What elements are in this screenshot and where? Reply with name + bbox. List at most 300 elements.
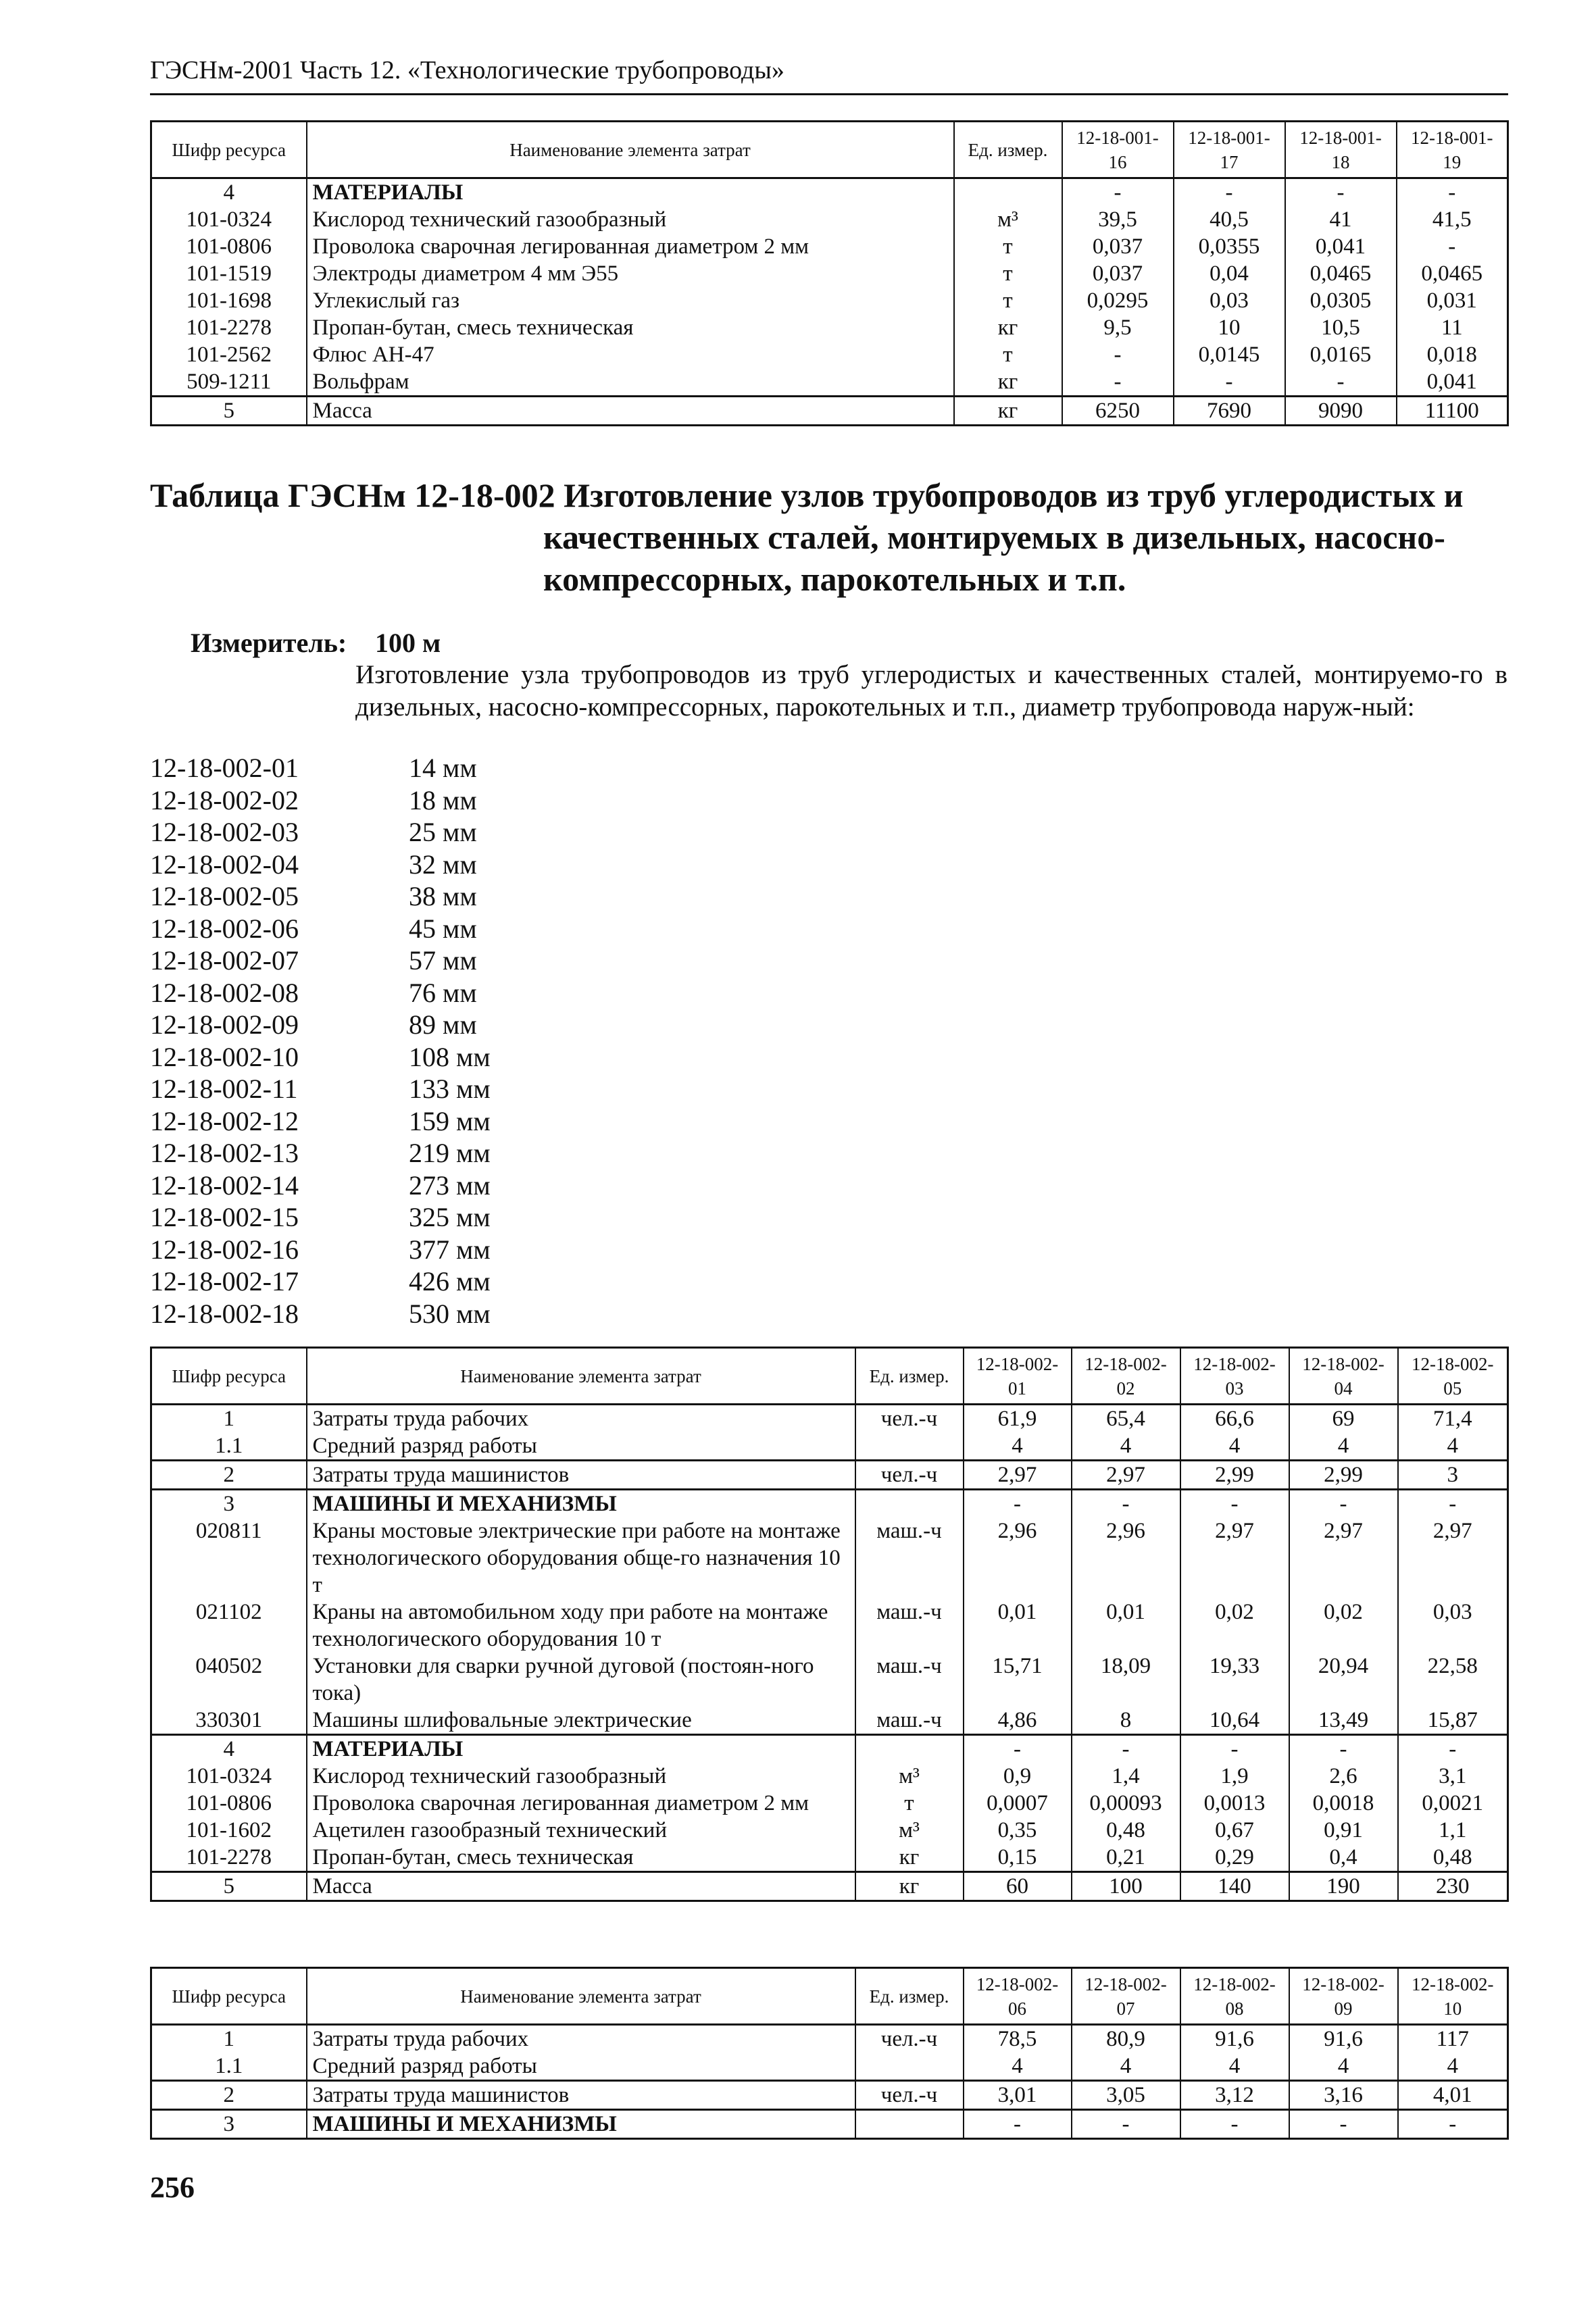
value: - [1062,178,1174,207]
value: 0,35 [964,1817,1072,1844]
item-diameter: 325 мм [409,1202,491,1232]
column-header: Наименование элемента затрат [307,1348,855,1405]
value: 2,99 [1180,1461,1289,1490]
value: 2,96 [964,1517,1072,1599]
item-diameter: 45 мм [409,913,477,944]
item-row [150,1073,758,1105]
value: 1,4 [1072,1763,1180,1790]
value: 117 [1398,2025,1508,2053]
value: 0,0355 [1174,233,1285,260]
item-row [150,1009,758,1041]
value: - [1398,1735,1508,1763]
resource-code: 040502 [151,1653,307,1707]
item-row [150,945,758,977]
item-code: 12-18-002-16 [150,1234,299,1265]
value: 9,5 [1062,314,1174,341]
unit: т [855,1790,964,1817]
value: 0,0021 [1398,1790,1508,1817]
column-header: 12-18-002-08 [1180,1968,1289,2025]
column-header: Наименование элемента затрат [307,122,954,178]
resource-code: 4 [151,178,307,207]
column-header: Шифр ресурса [151,122,307,178]
value: - [1289,1735,1398,1763]
value: 0,0013 [1180,1790,1289,1817]
item-code: 12-18-002-06 [150,913,299,944]
value: - [1289,2110,1398,2139]
value: 0,67 [1180,1817,1289,1844]
cost-element-name: Затраты труда машинистов [307,1461,855,1490]
unit: кг [855,1844,964,1872]
value: 4,01 [1398,2081,1508,2110]
title-line: Таблица ГЭСНм 12-18-002 Изготовление узлов трубопроводов из труб углеродистых и [150,476,1464,514]
resource-code: 330301 [151,1707,307,1735]
table-row [151,233,1508,260]
resource-code: 020811 [151,1517,307,1599]
resource-code: 5 [151,1872,307,1901]
resource-code: 1.1 [151,1432,307,1461]
item-row [150,1105,758,1138]
unit: т [954,287,1062,314]
value: 0,48 [1398,1844,1508,1872]
item-code: 12-18-002-17 [150,1266,299,1297]
value: 100 [1072,1872,1180,1901]
item-row [150,913,758,945]
item-code: 12-18-002-05 [150,881,299,911]
cost-element-name: Проволока сварочная легированная диаметром 2 мм [307,1790,855,1817]
value: 0,02 [1180,1599,1289,1653]
value: - [1072,2110,1180,2139]
item-code: 12-18-002-03 [150,817,299,847]
item-code: 12-18-002-10 [150,1041,299,1072]
unit: маш.-ч [855,1707,964,1735]
unit [855,1735,964,1763]
table-row [151,397,1508,426]
item-row [150,849,758,881]
item-diameter: 133 мм [409,1074,491,1104]
column-header: Ед. измер. [855,1968,964,2025]
value: 0,9 [964,1763,1072,1790]
value: 0,4 [1289,1844,1398,1872]
resource-table-002-a [150,1347,1509,1902]
column-header: 12-18-001-16 [1062,122,1174,178]
column-header: Шифр ресурса [151,1968,307,2025]
value: 15,71 [964,1653,1072,1707]
cost-element-name: Средний разряд работы [307,1432,855,1461]
value: 2,97 [964,1461,1072,1490]
table-row [151,1707,1508,1735]
value: 7690 [1174,397,1285,426]
value: 41 [1285,206,1397,233]
value: - [1180,2110,1289,2139]
value: - [1397,178,1508,207]
value: 66,6 [1180,1405,1289,1433]
item-row [150,752,758,784]
value: 10,64 [1180,1707,1289,1735]
table-row [151,1763,1508,1790]
resource-code: 101-1602 [151,1817,307,1844]
title-line: качественных сталей, монтируемых в дизельных, насосно- [543,518,1445,556]
table-row [151,314,1508,341]
value: 4 [1289,1432,1398,1461]
value: - [1398,2110,1508,2139]
value: 41,5 [1397,206,1508,233]
item-code: 12-18-002-11 [150,1074,298,1104]
meter-value: 100 м [375,628,441,658]
value: 2,96 [1072,1517,1180,1599]
unit [855,1490,964,1518]
value: 3,16 [1289,2081,1398,2110]
unit: кг [954,397,1062,426]
value: 39,5 [1062,206,1174,233]
unit: т [954,233,1062,260]
resource-code: 101-2278 [151,1844,307,1872]
value: 0,21 [1072,1844,1180,1872]
column-header: 12-18-001-19 [1397,122,1508,178]
header-rule [150,93,1508,95]
cost-element-name: МАШИНЫ И МЕХАНИЗМЫ [307,2110,855,2139]
unit: м³ [954,206,1062,233]
value: - [1174,178,1285,207]
value: 230 [1398,1872,1508,1901]
resource-code: 101-0806 [151,1790,307,1817]
resource-code: 101-0324 [151,1763,307,1790]
unit: маш.-ч [855,1599,964,1653]
unit [855,2110,964,2139]
work-description: Изготовление узла трубопроводов из труб углеродистых и качественных сталей, монтируемо-го в дизельных, насосно-компрессорных, парокотельных и т.п., диаметр трубопровода наруж-ный: [355,660,1507,722]
value: 19,33 [1180,1653,1289,1707]
table-row [151,341,1508,368]
value: 0,03 [1398,1599,1508,1653]
value: - [964,1735,1072,1763]
cost-element-name: Затраты труда машинистов [307,2081,855,2110]
table-header-row [151,1968,1508,2025]
value: 0,0007 [964,1790,1072,1817]
value: 69 [1289,1405,1398,1433]
column-header: 12-18-002-10 [1398,1968,1508,2025]
table-row [151,1432,1508,1461]
value: - [1398,1490,1508,1518]
value: 18,09 [1072,1653,1180,1707]
value: 2,99 [1289,1461,1398,1490]
value: 0,0145 [1174,341,1285,368]
cost-element-name: Краны мостовые электрические при работе на монтаже технологического оборудования обще-го назначения 10 т [307,1517,855,1599]
value: 4 [1289,2053,1398,2081]
item-diameter: 18 мм [409,784,477,815]
cost-element-name: Кислород технический газообразный [307,1763,855,1790]
item-diameter: 108 мм [409,1041,491,1072]
resource-code: 4 [151,1735,307,1763]
cost-element-name: Масса [307,397,954,426]
value: 1,9 [1180,1763,1289,1790]
item-row [150,1137,758,1169]
value: - [1289,1490,1398,1518]
cost-element-name: Затраты труда рабочих [307,1405,855,1433]
value: - [964,1490,1072,1518]
resource-code: 1.1 [151,2053,307,2081]
cost-element-name: МАШИНЫ И МЕХАНИЗМЫ [307,1490,855,1518]
column-header: 12-18-002-03 [1180,1348,1289,1405]
value: - [1180,1490,1289,1518]
value: - [1174,368,1285,397]
table-row [151,1461,1508,1490]
value: 0,0305 [1285,287,1397,314]
value: 0,041 [1397,368,1508,397]
table-row [151,1599,1508,1653]
item-diameter: 273 мм [409,1169,491,1201]
value: 2,6 [1289,1763,1398,1790]
cost-element-name: МАТЕРИАЛЫ [307,1735,855,1763]
cost-element-name: Ацетилен газообразный технический [307,1817,855,1844]
cost-element-name: Затраты труда рабочих [307,2025,855,2053]
table-row [151,1817,1508,1844]
cost-element-name: Вольфрам [307,368,954,397]
cost-element-name: Установки для сварки ручной дуговой (постоян-ного тока) [307,1653,855,1707]
item-diameter: 219 мм [409,1138,491,1168]
value: 91,6 [1180,2025,1289,2053]
value: 0,041 [1285,233,1397,260]
value: 9090 [1285,397,1397,426]
value: 0,91 [1289,1817,1398,1844]
table-row [151,1490,1508,1518]
value: 0,0295 [1062,287,1174,314]
value: 0,0465 [1397,260,1508,287]
title-line: компрессорных, парокотельных и т.п. [543,560,1126,598]
item-diameter: 377 мм [409,1234,491,1265]
value: 0,0018 [1289,1790,1398,1817]
column-header: 12-18-002-02 [1072,1348,1180,1405]
item-diameter: 57 мм [409,945,477,976]
value: 0,031 [1397,287,1508,314]
value: 0,037 [1062,233,1174,260]
unit: кг [954,368,1062,397]
value: 0,29 [1180,1844,1289,1872]
table-row [151,2110,1508,2139]
item-diameter: 426 мм [409,1266,491,1297]
resource-code: 2 [151,2081,307,2110]
cost-element-name: Масса [307,1872,855,1901]
value: 2,97 [1289,1517,1398,1599]
value: - [1285,368,1397,397]
value: 4 [964,2053,1072,2081]
value: 0,04 [1174,260,1285,287]
cost-element-name: Средний разряд работы [307,2053,855,2081]
item-diameter: 159 мм [409,1105,491,1136]
value: 3 [1398,1461,1508,1490]
resource-code: 1 [151,1405,307,1433]
value: 40,5 [1174,206,1285,233]
value: 4 [1180,2053,1289,2081]
cost-element-name: Проволока сварочная легированная диаметром 2 мм [307,233,954,260]
table-row [151,206,1508,233]
column-header: 12-18-001-18 [1285,122,1397,178]
resource-code: 101-0324 [151,206,307,233]
value: 3,01 [964,2081,1072,2110]
table-row [151,368,1508,397]
item-code: 12-18-002-02 [150,784,299,815]
value: 11100 [1397,397,1508,426]
resource-table-002-b [150,1967,1509,2140]
value: 80,9 [1072,2025,1180,2053]
page-number: 256 [150,2171,195,2204]
item-row [150,1169,758,1202]
cost-element-name: Флюс АН-47 [307,341,954,368]
column-header: Шифр ресурса [151,1348,307,1405]
item-diameter: 530 мм [409,1298,491,1329]
value: 4 [1398,1432,1508,1461]
resource-code: 509-1211 [151,368,307,397]
resource-code: 2 [151,1461,307,1490]
column-header: 12-18-002-09 [1289,1968,1398,2025]
column-header: Наименование элемента затрат [307,1968,855,2025]
table-row [151,1844,1508,1872]
value: - [1285,178,1397,207]
item-code: 12-18-002-04 [150,849,299,880]
table-row [151,1735,1508,1763]
table-row [151,260,1508,287]
cost-element-name: Электроды диаметром 4 мм Э55 [307,260,954,287]
unit [855,2053,964,2081]
resource-code: 101-2278 [151,314,307,341]
unit: маш.-ч [855,1517,964,1599]
item-code: 12-18-002-12 [150,1105,299,1136]
table-row [151,1517,1508,1599]
item-list [150,752,758,1330]
unit: м³ [855,1763,964,1790]
resource-code: 101-1519 [151,260,307,287]
value: - [1072,1735,1180,1763]
value: 78,5 [964,2025,1072,2053]
cost-element-name: МАТЕРИАЛЫ [307,178,954,207]
table-row [151,2053,1508,2081]
unit [855,1432,964,1461]
unit: чел.-ч [855,1461,964,1490]
value: 4 [1180,1432,1289,1461]
table-row [151,2081,1508,2110]
value: 3,05 [1072,2081,1180,2110]
cost-element-name: Пропан-бутан, смесь техническая [307,1844,855,1872]
unit [954,178,1062,207]
column-header: 12-18-002-07 [1072,1968,1180,2025]
value: 6250 [1062,397,1174,426]
cost-element-name: Машины шлифовальные электрические [307,1707,855,1735]
value: 3,12 [1180,2081,1289,2110]
value: 0,00093 [1072,1790,1180,1817]
value: 4 [964,1432,1072,1461]
resource-code: 101-2562 [151,341,307,368]
value: 10 [1174,314,1285,341]
table-header-row [151,1348,1508,1405]
item-diameter: 14 мм [409,753,477,783]
value: 0,02 [1289,1599,1398,1653]
resource-code: 021102 [151,1599,307,1653]
value: 4 [1072,1432,1180,1461]
table-row [151,1872,1508,1901]
table-row [151,1405,1508,1433]
unit: м³ [855,1817,964,1844]
item-code: 12-18-002-15 [150,1202,299,1232]
table-title [150,474,1508,600]
value: 0,0465 [1285,260,1397,287]
value: 20,94 [1289,1653,1398,1707]
cost-element-name: Углекислый газ [307,287,954,314]
value: 0,01 [964,1599,1072,1653]
resource-code: 1 [151,2025,307,2053]
cost-element-name: Кислород технический газообразный [307,206,954,233]
value: - [1072,1490,1180,1518]
value: 0,48 [1072,1817,1180,1844]
item-code: 12-18-002-01 [150,753,299,783]
value: 71,4 [1398,1405,1508,1433]
unit: чел.-ч [855,2081,964,2110]
item-row [150,816,758,849]
column-header: Ед. измер. [855,1348,964,1405]
unit: т [954,341,1062,368]
item-row [150,880,758,913]
value: 0,03 [1174,287,1285,314]
running-header: ГЭСНм-2001 Часть 12. «Технологические трубопроводы» [150,56,784,84]
value: 0,15 [964,1844,1072,1872]
unit: чел.-ч [855,2025,964,2053]
value: 140 [1180,1872,1289,1901]
item-code: 12-18-002-18 [150,1298,299,1329]
table-header-row [151,122,1508,178]
value: 61,9 [964,1405,1072,1433]
column-header: 12-18-002-01 [964,1348,1072,1405]
unit: кг [954,314,1062,341]
value: - [1062,341,1174,368]
value: 3,1 [1398,1763,1508,1790]
table-row [151,178,1508,207]
value: 0,0165 [1285,341,1397,368]
value: 0,01 [1072,1599,1180,1653]
unit: т [954,260,1062,287]
unit: кг [855,1872,964,1901]
column-header: 12-18-002-05 [1398,1348,1508,1405]
column-header: 12-18-002-06 [964,1968,1072,2025]
value: 22,58 [1398,1653,1508,1707]
table-row [151,1790,1508,1817]
item-diameter: 38 мм [409,881,477,911]
value: 190 [1289,1872,1398,1901]
table-row [151,1653,1508,1707]
resource-code: 3 [151,2110,307,2139]
column-header: 12-18-002-04 [1289,1348,1398,1405]
item-diameter: 76 мм [409,977,477,1008]
value: 2,97 [1180,1517,1289,1599]
item-code: 12-18-002-07 [150,945,299,976]
meter-label: Измеритель: [191,628,347,658]
item-row [150,1265,758,1298]
resource-code: 101-1698 [151,287,307,314]
value: 11 [1397,314,1508,341]
value: - [1062,368,1174,397]
value: 4 [1072,2053,1180,2081]
item-diameter: 89 мм [409,1009,477,1040]
value: 13,49 [1289,1707,1398,1735]
item-code: 12-18-002-09 [150,1009,299,1040]
value: 2,97 [1072,1461,1180,1490]
resource-table-001 [150,120,1509,426]
resource-code: 5 [151,397,307,426]
value: - [1397,233,1508,260]
cost-element-name: Краны на автомобильном ходу при работе на монтаже технологического оборудования 10 т [307,1599,855,1653]
value: 65,4 [1072,1405,1180,1433]
table-row [151,287,1508,314]
item-code: 12-18-002-14 [150,1169,299,1201]
value: 2,97 [1398,1517,1508,1599]
item-row [150,977,758,1009]
item-row [150,1298,758,1330]
